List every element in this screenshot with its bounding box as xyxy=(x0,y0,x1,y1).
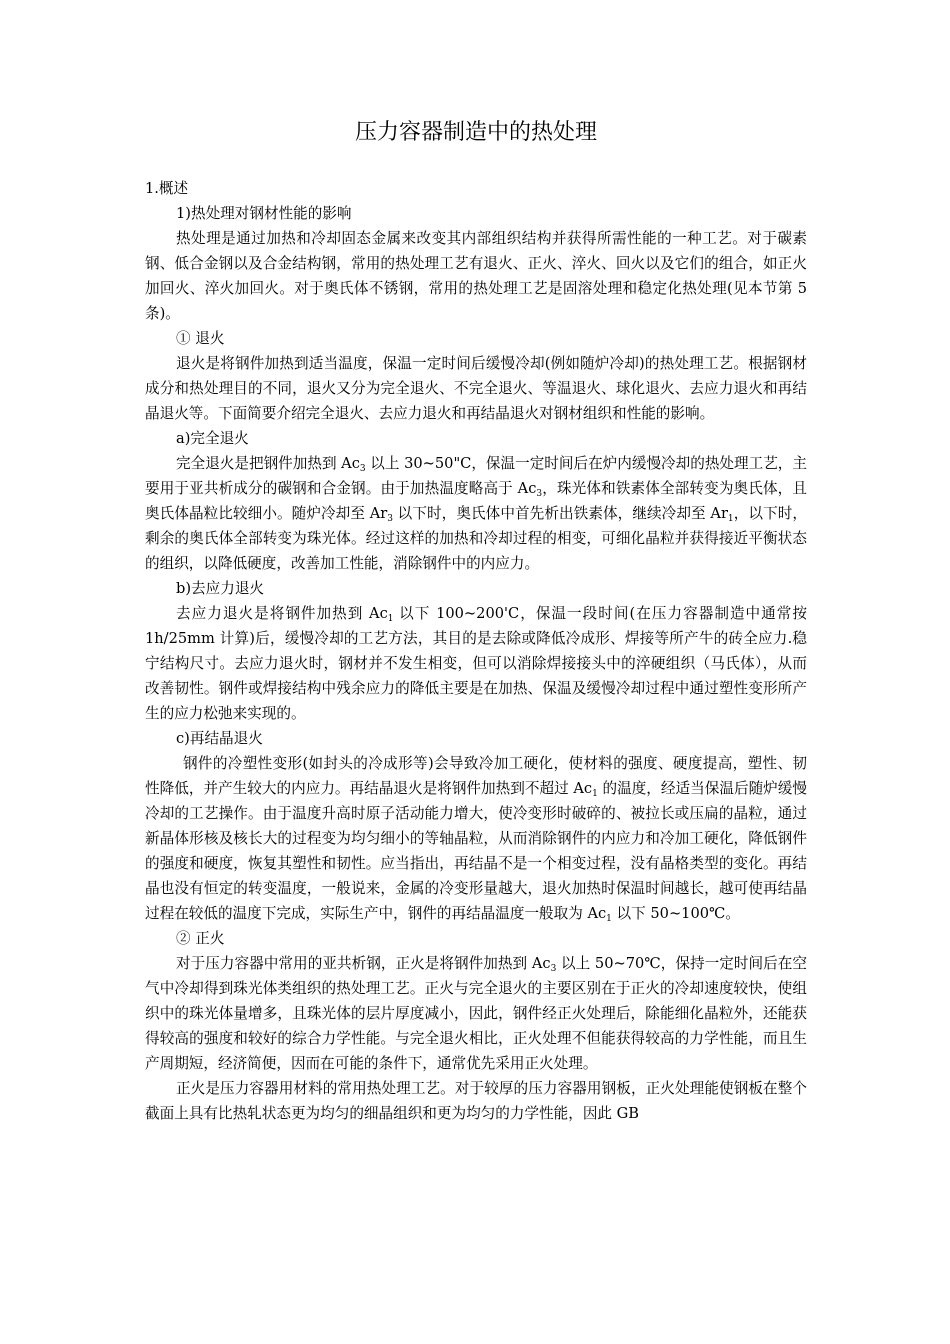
subsection-heading-heat-treatment-effect: 1)热处理对钢材性能的影响 xyxy=(176,205,352,222)
text-run: ，以下时，剩余的奥氏体全部转变为珠光体。经过这样的加热和冷却过程的相变，可细化晶粒并获得接近平衡状态的组织，以降低硬度，改善加工性能，消除钢件中的内应力。 xyxy=(145,505,807,572)
subscript: 3 xyxy=(387,514,393,524)
paragraph-normalizing-pressure-vessel: 正火是压力容器用材料的常用热处理工艺。对于较厚的压力容器用钢板，正火处理能使钢板在整个截面上具有比热轧状态更为均匀的细晶组织和更为均匀的力学性能，因此 GB xyxy=(145,1080,807,1122)
text-run: 以下 100~200'C，保温一段时间(在压力容器制造中通常按 1h/25mm 计算)后，缓慢冷却的工艺方法，其目的是去除或降低冷成形、焊接等所产牛的砖全应力.稳宁结构尺寸。去应力退火时，钢材并不发生相变，但可以消除焊接接头中的淬硬组织（马氏体），从而改善韧性。钢件或焊接结构中残余应力的降低主要是在加热、保温及缓慢冷却过程中通过塑性变形所产生的应力松弛来实现的。 xyxy=(145,605,807,722)
heading-full-annealing: a)完全退火 xyxy=(176,430,249,447)
paragraph-annealing: 退火是将钢件加热到适当温度，保温一定时间后缓慢冷却(例如随炉冷却)的热处理工艺。根据钢材成分和热处理目的不同，退火又分为完全退火、不完全退火、等温退火、球化退火、去应力退火和再结晶退火等。下面简要介绍完全退火、去应力退火和再结晶退火对钢材组织和性能的影响。 xyxy=(145,355,807,422)
heading-normalizing: ② 正火 xyxy=(176,930,225,947)
paragraph-stress-relief-annealing xyxy=(145,601,807,726)
text-run: 去应力退火是将钢件加热到 Ac xyxy=(176,605,388,622)
text-run: 以上 30~50"C，保温一定时间后在炉内缓慢冷却的热处理工艺，主要用于亚共析成分的碳钢和合金钢。由于加热温度略高于 Ac xyxy=(145,455,807,497)
subscript: 1 xyxy=(387,614,394,624)
subscript: 1 xyxy=(606,914,612,924)
heading-annealing: ① 退火 xyxy=(176,330,225,347)
text-run: ，珠光体和铁素体全部转变为奥氏体，且奥氏体晶粒比较细小。随炉冷却至 Ar xyxy=(145,480,807,522)
text-run: 钢件的冷塑性变形(如封头的冷成形等)会导致冷加工硬化，使材料的强度、硬度提高，塑性、韧性降低，并产生较大的内应力。再结晶退火是将钢件加热到不超过 Ac xyxy=(145,755,807,797)
subscript: 1 xyxy=(592,789,598,799)
text-run: 对于压力容器中常用的亚共析钢，正火是将钢件加热到 Ac xyxy=(176,955,551,972)
text-run: 以上 50~70℃，保持一定时间后在空气中冷却得到珠光体类组织的热处理工艺。正火与完全退火的主要区别在于正火的冷却速度较快，使组织中的珠光体量增多，且珠光体的层片厚度减小，因此，钢件经正火处理后，除能细化晶粒外，还能获得较高的强度和较好的综合力学性能。与完全退火相比，正火处理不但能获得较高的力学性能，而且生产周期短，经济简便，因而在可能的条件下，通常优先采用正火处理。 xyxy=(145,955,807,1072)
paragraph-normalizing xyxy=(145,951,807,1076)
subscript: 3 xyxy=(359,464,366,474)
section-heading-overview: 1.概述 xyxy=(145,180,189,197)
subscript: 3 xyxy=(550,964,557,974)
subscript: 1 xyxy=(727,514,734,524)
text-run: 完全退火是把钢件加热到 Ac xyxy=(176,455,360,472)
document-page xyxy=(145,116,807,1126)
subscript: 3 xyxy=(536,489,543,499)
paragraph-full-annealing xyxy=(145,451,807,576)
paragraph-heat-treatment-intro: 热处理是通过加热和冷却固态金属来改变其内部组织结构并获得所需性能的一种工艺。对于碳素钢、低合金钢以及合金结构钢，常用的热处理工艺有退火、正火、淬火、回火以及它们的组合，如正火加回火、淬火加回火。对于奥氏体不锈钢，常用的热处理工艺是固溶处理和稳定化热处理(见本节第 5 条)。 xyxy=(145,230,807,322)
paragraph-recrystallization-annealing xyxy=(145,751,807,926)
text-run: 以下时，奥氏体中首先析出铁素体，继续冷却至 Ar xyxy=(392,505,728,522)
text-run: 以下 50~100℃。 xyxy=(611,905,740,922)
document-title: 压力容器制造中的热处理 xyxy=(354,120,597,145)
heading-recrystallization-annealing: c)再结晶退火 xyxy=(176,730,263,747)
text-run: 的温度，经适当保温后随炉缓慢冷却的工艺操作。由于温度升高时原子活动能力增大，使冷变形时破碎的、被拉长或压扁的晶粒，通过新晶体形核及核长大的过程变为均匀细小的等轴晶粒，从而消除钢件的内应力和冷加工硬化，降低钢件的强度和硬度，恢复其塑性和韧性。应当指出，再结晶不是一个相变过程，没有晶格类型的变化。再结晶也没有恒定的转变温度，一般说来，金属的冷变形量越大，退火加热时保温时间越长，越可使再结晶过程在较低的温度下完成，实际生产中，钢件的再结晶温度一般取为 Ac xyxy=(145,780,807,922)
heading-stress-relief-annealing: b)去应力退火 xyxy=(176,580,265,597)
